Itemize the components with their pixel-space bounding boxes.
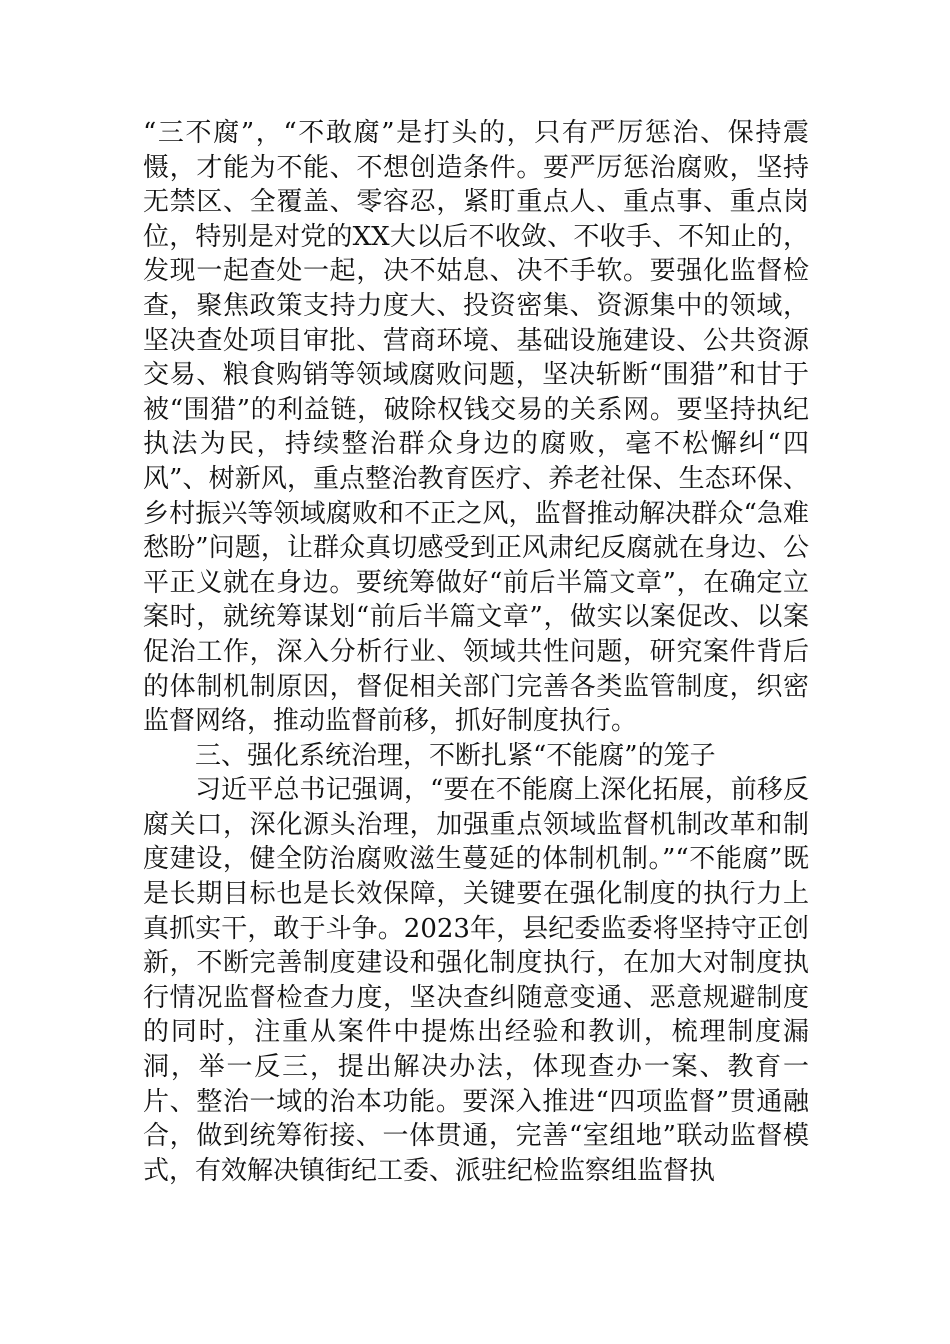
section-heading: 三、强化系统治理，不断扎紧“不能腐”的笼子 [195, 740, 716, 771]
document-body [143, 116, 809, 1188]
paragraph-system-governance: 习近平总书记强调，“要在不能腐上深化拓展，前移反腐关口，深化源头治理，加强重点领域监督机制改革和制度建设，健全防治腐败滋生蔓延的体制机制。”“不能腐”既是长期目标也是长效保障，关键要在强化制度的执行力上真抓实干，敢于斗争。2023年，县纪委监委将坚持守正创新，不断完善制度建设和强化制度执行，在加大对制度执行情况监督检查力度，坚决查纠随意变通、恶意规避制度的同时，注重从案件中提炼出经验和教训，梳理制度漏洞，举一反三，提出解决办法，体现查办一案、教育一片、整治一域的治本功能。要深入推进“四项监督”贯通融合，做到统筹衔接、一体贯通，完善“室组地”联动监督模式，有效解决镇街纪工委、派驻纪检监察组监督执 [143, 775, 809, 1186]
paragraph-anti-corruption-punishment: “三不腐”，“不敢腐”是打头的，只有严厉惩治、保持震慑，才能为不能、不想创造条件。要严厉惩治腐败，坚持无禁区、全覆盖、零容忍，紧盯重点人、重点事、重点岗位，特别是对党的XX大以后不收敛、不收手、不知止的，发现一起查处一起，决不姑息、决不手软。要强化监督检查，聚焦政策支持力度大、投资密集、资源集中的领域，坚决查处项目审批、营商环境、基础设施建设、公共资源交易、粮食购销等领域腐败问题，坚决斩断“围猎”和甘于被“围猎”的利益链，破除权钱交易的关系网。要坚持执纪执法为民，持续整治群众身边的腐败，毫不松懈纠“四风”、树新风，重点整治教育医疗、养老社保、生态环保、乡村振兴等领域腐败和不正之风，监督推动解决群众“急难愁盼”问题，让群众真切感受到正风肃纪反腐就在身边、公平正义就在身边。要统筹做好“前后半篇文章”，在确定立案时，就统筹谋划“前后半篇文章”，做实以案促改、以案促治工作，深入分析行业、领域共性问题，研究案件背后的体制机制原因，督促相关部门完善各类监管制度，织密监督网络，推动监督前移，抓好制度执行。 [143, 118, 809, 737]
